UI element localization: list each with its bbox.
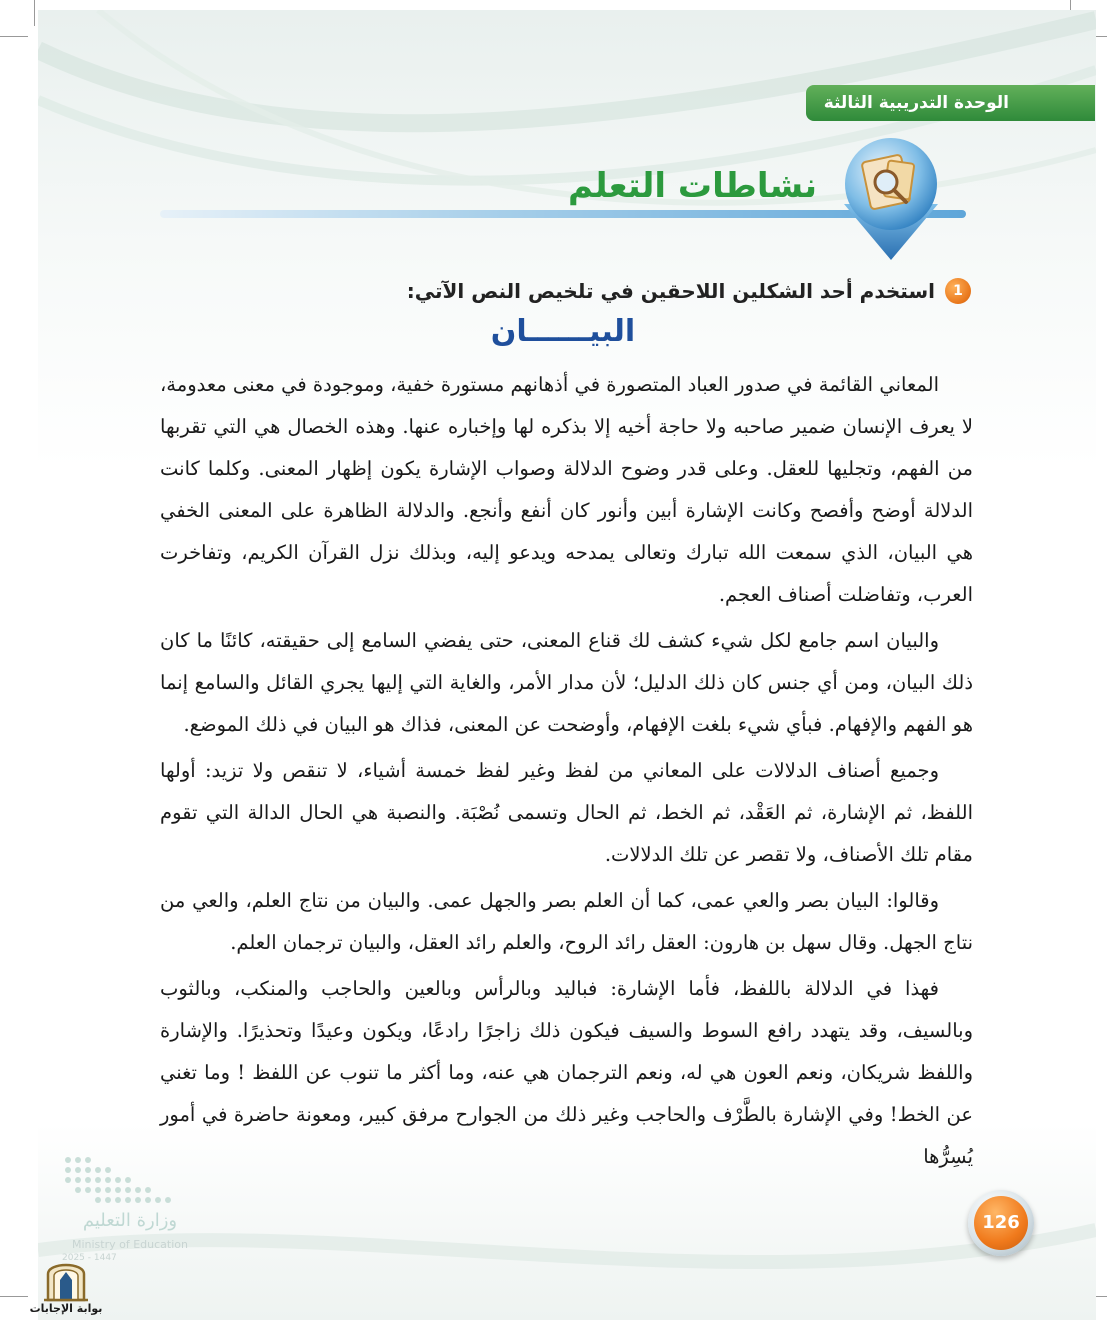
section-title: نشاطات التعلم	[568, 166, 817, 206]
learning-activities-emblem-icon	[836, 132, 946, 266]
ministry-year: 2025 - 1447	[62, 1253, 117, 1263]
instruction-text: استخدم أحد الشكلين اللاحقين في تلخيص النص الآتي:	[406, 279, 935, 303]
paragraph: وقالوا: البيان بصر والعي عمى، كما أن العلم بصر والجهل عمى. والبيان من نتاج العلم، والعي من نتاج الجهل. وقال سهل بن هارون: العقل رائد الروح، والعلم رائد العقل، والبيان ترجمان العلم.	[160, 889, 973, 954]
text-title: البيــــــان	[490, 314, 636, 349]
answers-portal-logo	[26, 1256, 106, 1322]
paragraph: فهذا في الدلالة باللفظ، فأما الإشارة: فباليد وبالرأس وبالعين والحاجب والمنكب، وبالثوب وبالسيف، وقد يتهدد رافع السوط والسيف فيكون ذلك زاجرًا رادعًا، ويكون وعيدًا وتحذيرًا. والإشارة واللفظ شريكان، ونعم العون هي له، ونعم الترجمان هي عنه، وما أكثر ما تنوب عن اللفظ ! وما تغني عن الخط! وفي الإشارة بالطَّرْف والحاجب وغير ذلك من الجوارح مرفق كبير، ومعونة حاضرة في أمور يُسِرُّها	[160, 977, 973, 1168]
page-number: 126	[974, 1196, 1028, 1250]
ministry-name-ar: وزارة التعليم	[82, 1210, 178, 1231]
page-number-badge	[968, 1190, 1034, 1256]
activity-instruction	[407, 278, 971, 304]
portal-emblem-icon	[26, 1256, 106, 1302]
portal-label: بوابة الإجابات	[29, 1302, 103, 1315]
activity-number-badge: 1	[945, 278, 971, 304]
paragraph: وجميع أصناف الدلالات على المعاني من لفظ وغير لفظ خمسة أشياء، لا تنقص ولا تزيد: أولها اللفظ، ثم الإشارة، ثم العَقْد، ثم الخط، ثم الحال وتسمى نُصْبَة. والنصبة هي الحال الدالة التي تقوم مقام تلك الأصناف، ولا تقصر عن تلك الدلالات.	[160, 759, 973, 866]
crop-mark	[34, 0, 35, 26]
crop-mark	[0, 36, 28, 37]
unit-tab: الوحدة التدريبية الثالثة	[806, 85, 1095, 121]
ministry-name-en: Ministry of Education	[71, 1238, 188, 1251]
crop-mark	[0, 1296, 28, 1297]
paragraph: والبيان اسم جامع لكل شيء كشف لك قناع المعنى، حتى يفضي السامع إلى حقيقته، كائنًا ما كان ذلك البيان، ومن أي جنس كان ذلك الدليل؛ لأن مدار الأمر، والغاية التي إليها يجري القائل والسامع إنما هو الفهم والإفهام. فبأي شيء بلغت الإفهام، وأوضحت عن المعنى، فذاك هو البيان في ذلك الموضع.	[160, 629, 973, 736]
ministry-watermark	[58, 1152, 198, 1272]
paragraph: المعاني القائمة في صدور العباد المتصورة في أذهانهم مستورة خفية، وموجودة في معنى معدومة، لا يعرف الإنسان ضمير صاحبه ولا حاجة أخيه إلا بذكره لها وإخباره عنها. وهذه الخصال هي التي تقربها من الفهم، وتجليها للعقل. وعلى قدر وضوح الدلالة وصواب الإشارة يكون إظهار المعنى. وكلما كانت الدلالة أوضح وأفصح وكانت الإشارة أبين وأنور كان أنفع وأنجع. والدلالة الظاهرة على المعنى الخفي هي البيان، الذي سمعت الله تبارك وتعالى يمدحه ويدعو إليه، وبذلك نزل القرآن الكريم، وتفاخرت العرب، وتفاضلت أصناف العجم.	[160, 373, 973, 606]
passage	[160, 364, 973, 1182]
ministry-logo-icon	[58, 1152, 198, 1208]
